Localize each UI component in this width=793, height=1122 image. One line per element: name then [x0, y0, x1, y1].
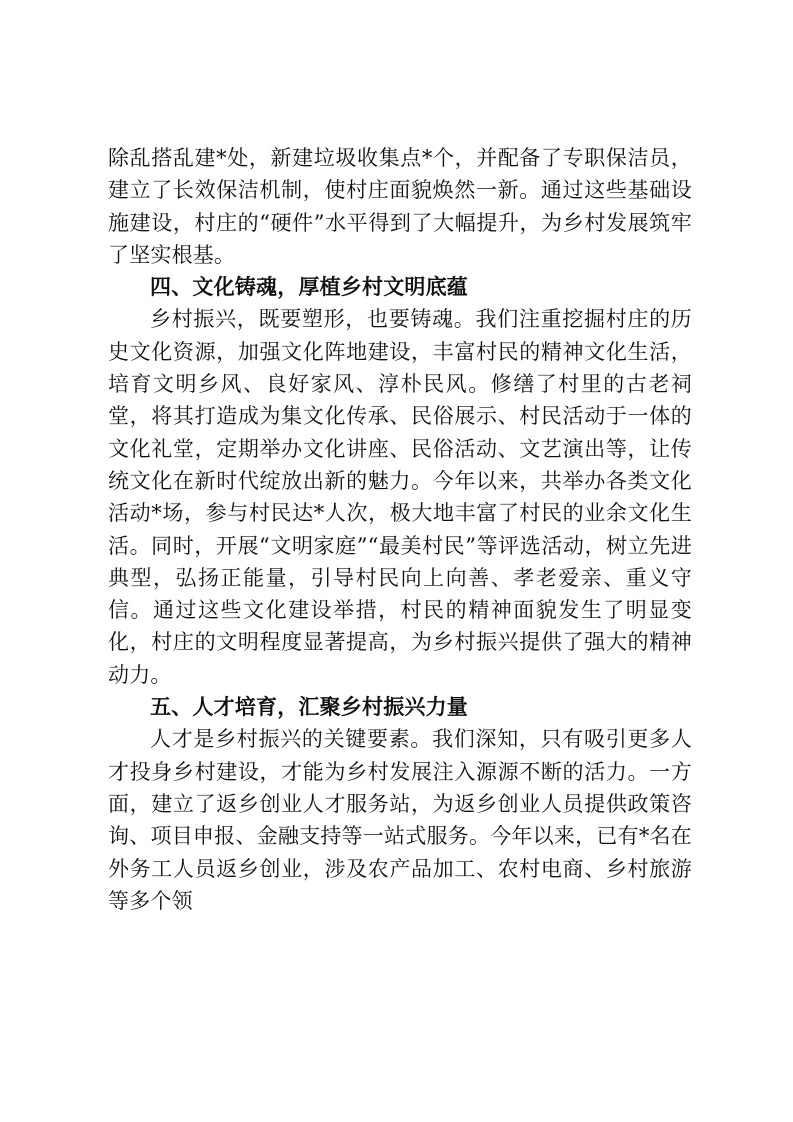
paragraph-culture: 乡村振兴，既要塑形，也要铸魂。我们注重挖掘村庄的历史文化资源，加强文化阵地建设，丰富村民的精神文化生活，培育文明乡风、良好家风、淳朴民风。修缮了村里的古老祠堂，将其打造成为集文化传承、民俗展示、村民活动于一体的文化礼堂，定期举办文化讲座、民俗活动、文艺演出等，让传统文化在新时代绽放出新的魅力。今年以来，共举办各类文化活动*场，参与村民达*人次，极大地丰富了村民的业余文化生活。同时，开展“文明家庭”“最美村民”等评选活动，树立先进典型，弘扬正能量，引导村民向上向善、孝老爱亲、重义守信。通过这些文化建设举措，村民的精神面貌发生了明显变化，村庄的文明程度显著提高，为乡村振兴提供了强大的精神动力。	[108, 307, 692, 687]
paragraph-talent: 人才是乡村振兴的关键要素。我们深知，只有吸引更多人才投身乡村建设，才能为乡村发展注入源源不断的活力。一方面，建立了返乡创业人才服务站，为返乡创业人员提供政策咨询、项目申报、金融支持等一站式服务。今年以来，已有*名在外务工人员返乡创业，涉及农产品加工、农村电商、乡村旅游等多个领	[108, 727, 692, 913]
section-heading-culture: 四、文化铸魂，厚植乡村文明底蕴	[150, 275, 468, 300]
paragraph-continuation: 除乱搭乱建*处，新建垃圾收集点*个，并配备了专职保洁员，建立了长效保洁机制，使村庄面貌焕然一新。通过这些基础设施建设，村庄的“硬件”水平得到了大幅提升，为乡村发展筑牢了坚实根基。	[108, 146, 692, 267]
document-body	[108, 142, 692, 917]
section-heading-talent: 五、人才培育，汇聚乡村振兴力量	[150, 695, 468, 720]
